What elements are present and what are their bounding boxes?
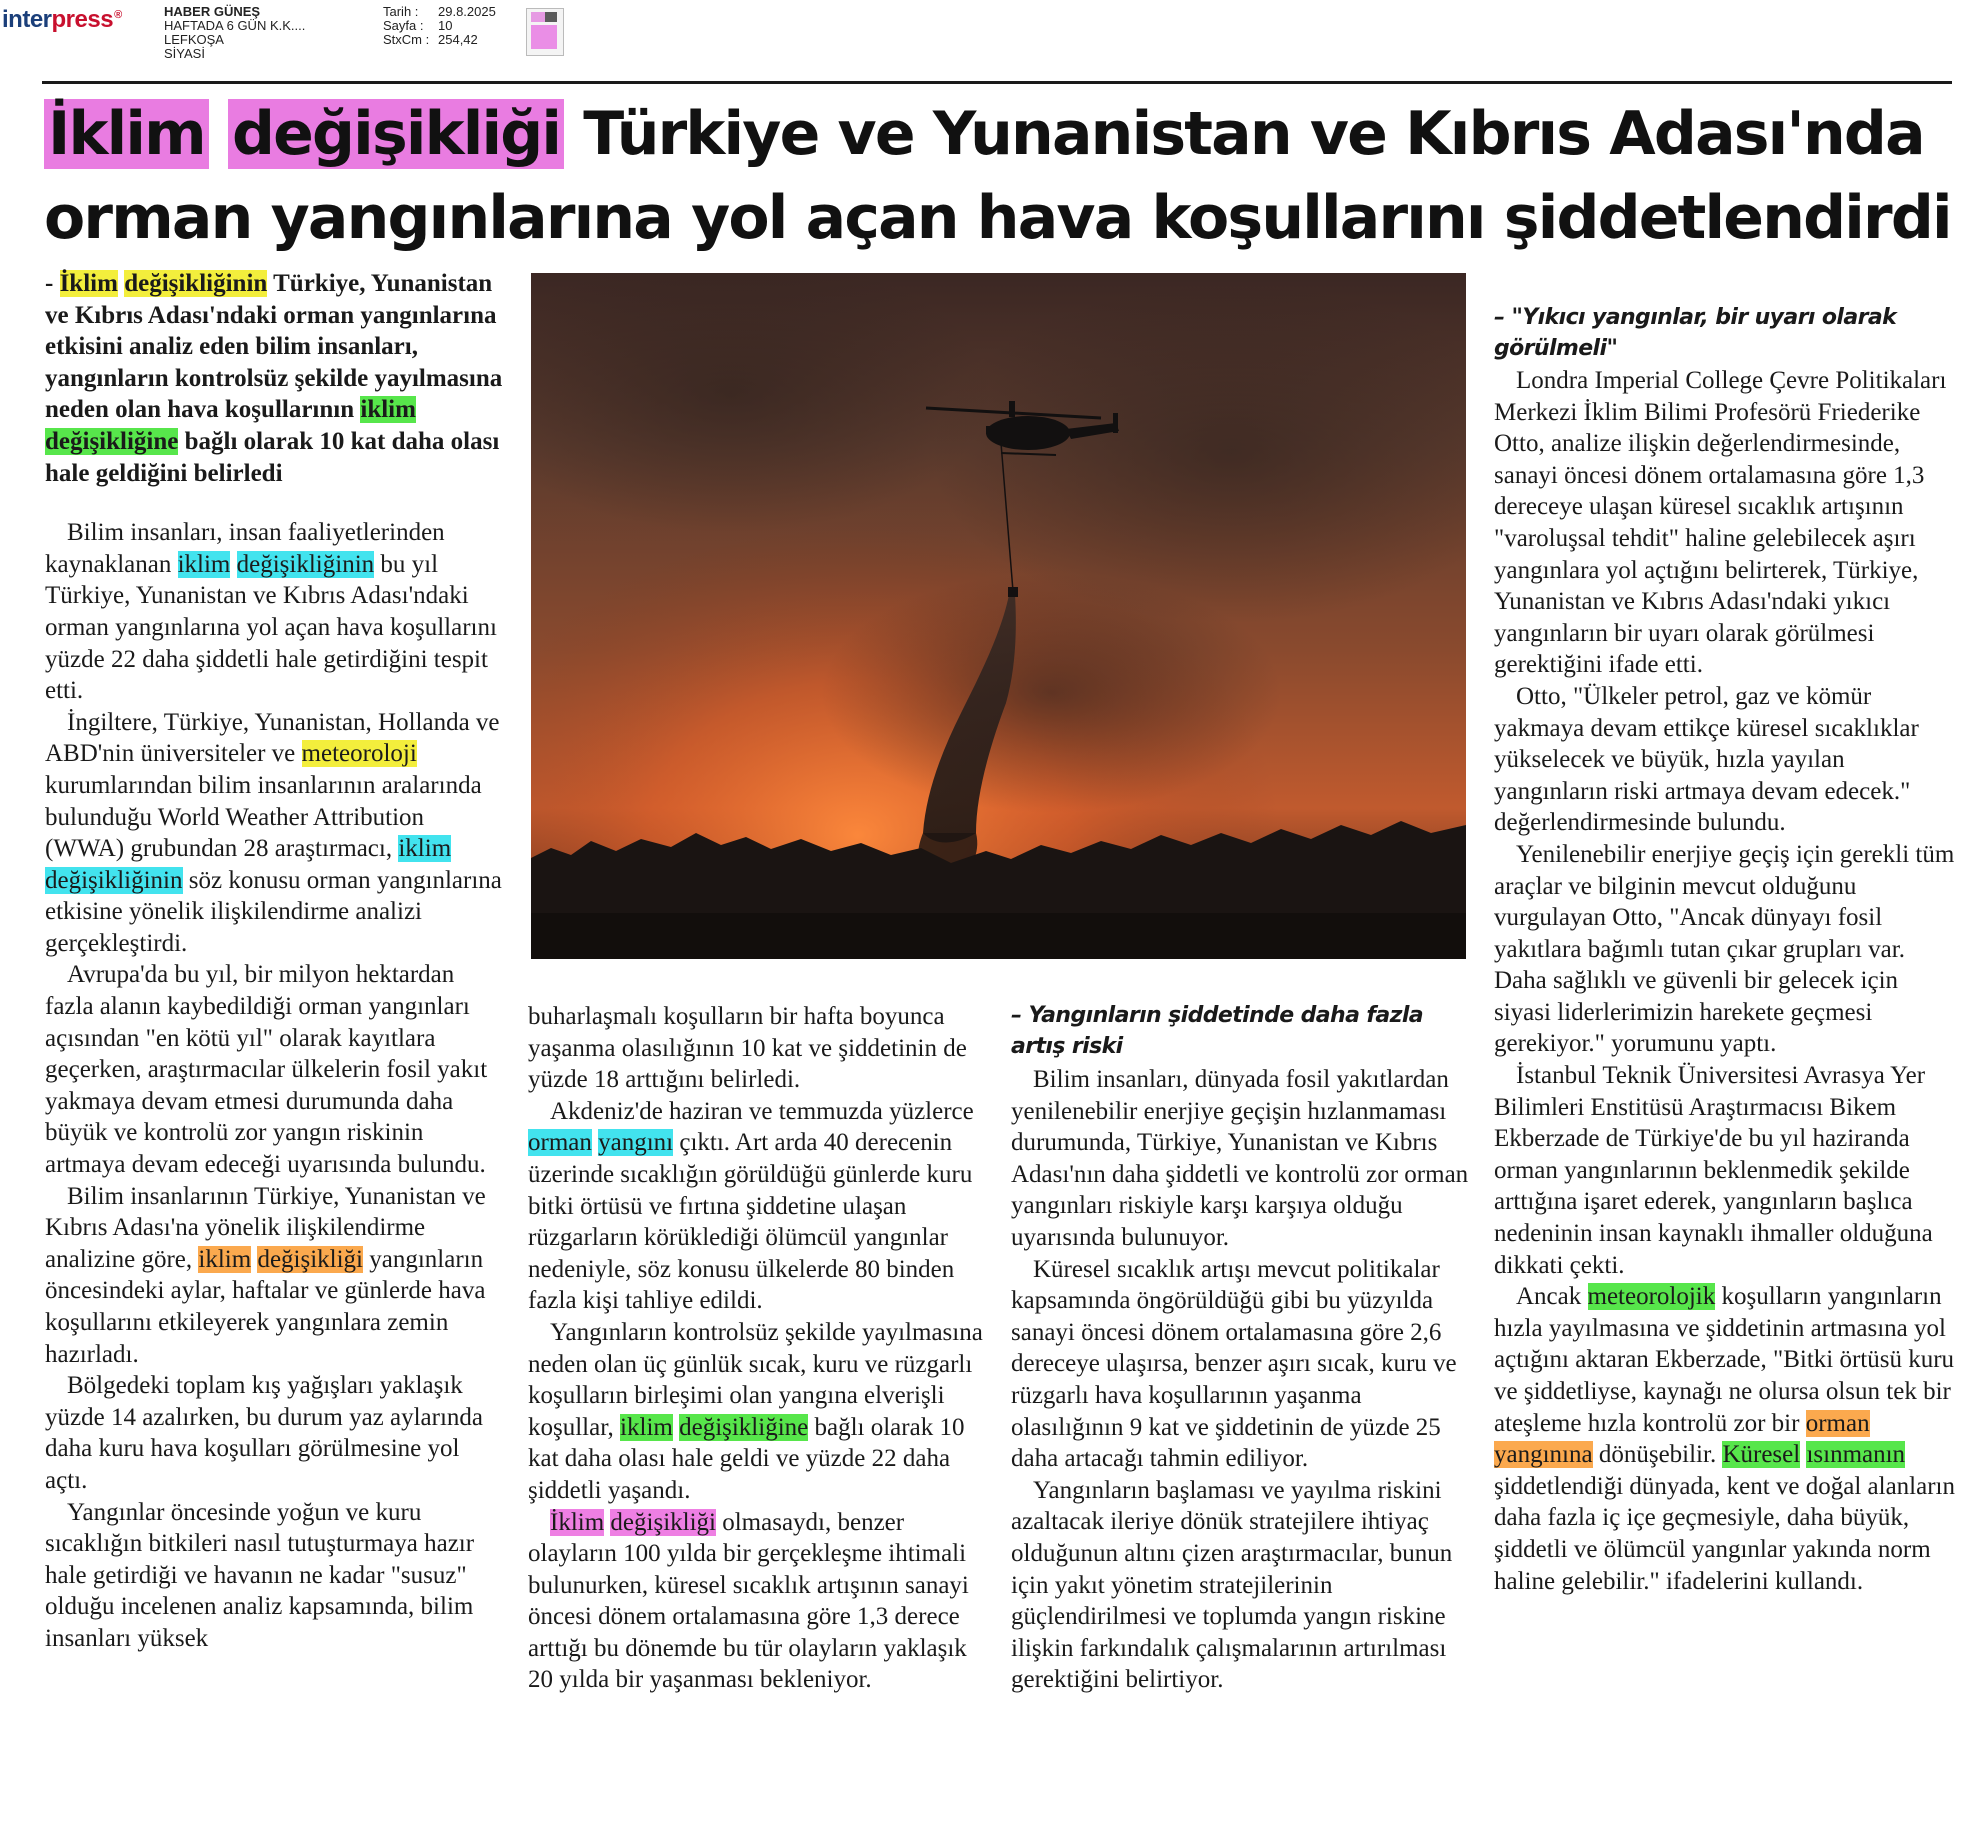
publication-city: LEFKOŞA xyxy=(164,32,224,47)
photo-bucket xyxy=(1008,587,1018,597)
col2-paragraph-1: buharlaşmalı koşulların bir hafta boyunca yaşanma olasılığının 10 kat ve şiddetinin de yüzde 18 arttığını belirledi. xyxy=(528,1003,967,1094)
article-column-1 xyxy=(45,268,507,1655)
col2-p2-highlight-2: yangını xyxy=(598,1129,674,1157)
photo-ground xyxy=(531,913,1466,959)
col1-p1-highlight-2: değişikliğinin xyxy=(236,550,375,578)
headline-highlight-1: İklim xyxy=(44,99,209,169)
lead-highlight-1: İklim xyxy=(59,270,118,297)
col1-p4-text-b: yangınların öncesindeki aylar, haftalar ve günlerde hava koşullarını etkileyerek yangınlara zemin hazırladı. xyxy=(45,1245,486,1368)
page-thumbnail xyxy=(526,8,564,56)
col3-subhead: – Yangınların şiddetinde daha fazla artış riski xyxy=(1011,1003,1424,1059)
col1-paragraph-3: Avrupa'da bu yıl, bir milyon hektardan fazla alanın kaybedildiği orman yangınları açısından "en kötü yıl" olarak kayıtlara geçerken, araştırmacılar ülkelerin fosil yakıt yakmaya devam etmesi durumunda daha büyük ve kontrolü zor yangın riskinin artmaya devam edeceği uyarısında bulundu. xyxy=(45,961,488,1179)
col1-p2-text-a: İngiltere, Türkiye, Yunanistan, Hollanda ve ABD'nin üniversiteler ve xyxy=(45,708,500,768)
col4-p5-text-b: koşulların yangınların hızla yayılmasına ve şiddetinin artmasına yol açtığını aktaran Ekberzade, "Bitki örtüsü kuru ve şiddetliyse, kaynağı ne olursa olsun tek bir ateşleme hızla kontrolü zor bir xyxy=(1494,1283,1955,1437)
col4-p5-highlight-5: ısınmanın xyxy=(1806,1441,1906,1469)
col1-p2-text-c: söz konusu orman yangınlarına etkisine yönelik ilişkilendirme analizi gerçekleştirdi. xyxy=(45,866,502,957)
col1-p4-highlight-1: iklim xyxy=(198,1245,252,1273)
col1-p4-highlight-2: değişikliği xyxy=(257,1245,364,1273)
col4-paragraph-4: İstanbul Teknik Üniversitesi Avrasya Yer Bilimleri Enstitüsü Araştırmacısı Bikem Ekberzade de Türkiye'de bu yıl haziranda orman yangınlarının beklenmedik şekilde arttığına işaret ederek, yangınların başlıca nedeninin insan kaynaklı ihmaller olduğuna dikkati çekti. xyxy=(1494,1062,1933,1279)
lead-dash: - xyxy=(45,270,60,297)
lead-text-1: Türkiye, Yunanistan ve Kıbrıs Adası'ndaki orman yangınlarına etkisini analiz eden bilim insanları, yangınların kontrolsüz şekilde yayılmasına neden olan hava koşullarının xyxy=(45,270,503,424)
logo-registered-mark: ® xyxy=(114,9,122,21)
lead-text-2: bağlı olarak 10 kat daha olası hale geldiğini belirledi xyxy=(45,427,500,487)
lead-paragraph xyxy=(45,268,507,489)
col2-paragraph-2 xyxy=(528,1096,983,1317)
lead-highlight-2: değişikliğinin xyxy=(124,270,268,297)
photo-illustration xyxy=(531,273,1466,959)
photo-smoke-3 xyxy=(821,573,1281,813)
col2-p4-highlight-1: İklim xyxy=(550,1508,605,1536)
col2-p3-highlight-1: iklim xyxy=(620,1413,673,1441)
stxcm-label: StxCm : xyxy=(383,32,430,47)
col2-paragraph-3 xyxy=(528,1317,983,1507)
headline-line2: orman yangınlarına yol açan hava koşullarını şiddetlendirdi xyxy=(44,183,1951,253)
col3-paragraph-1: Bilim insanları, dünyada fosil yakıtlardan yenilenebilir enerjiye geçişin hızlanmaması durumunda, Türkiye, Yunanistan ve Kıbrıs Adası'nın daha şiddetli ve kontrolü zor orman yangınları riskiyle karşı karşıya olduğu uyarısında bulunuyor. xyxy=(1011,1066,1469,1251)
date-label: Tarih : xyxy=(383,4,419,19)
thumb-block-2 xyxy=(545,12,557,22)
page-label: Sayfa : xyxy=(383,18,424,33)
interpress-logo xyxy=(2,6,122,34)
col2-p2-text-a: Akdeniz'de haziran ve temmuzda yüzlerce xyxy=(550,1097,974,1125)
article-column-4 xyxy=(1494,365,1960,1597)
publication-frequency: HAFTADA 6 GÜN K.K.... xyxy=(164,18,306,33)
logo-text-press: press xyxy=(51,6,114,33)
col1-p4-text-a: Bilim insanlarının Türkiye, Yunanistan ve Kıbrıs Adası'na yönelik ilişkilendirme analizine göre, xyxy=(45,1182,486,1273)
col4-paragraph-3: Yenilenebilir enerjiye geçiş için gerekli tüm araçlar ve bilginin mevcut olduğunu vurgulayan Otto, "Ancak dünyayı fosil yakıtlara bağımlı tutan çıkar grupları var. Daha sağlıklı ve güvenli bir gelecek için siyasi liderlerimizin harekete geçmesi gerekiyor." yorumunu yaptı. xyxy=(1494,840,1955,1058)
lead-highlight-3: iklim xyxy=(360,396,416,424)
col4-subhead: – "Yıkıcı yangınlar, bir uyarı olarak görülmeli" xyxy=(1494,305,1897,361)
clip-publication-info xyxy=(164,5,305,61)
page-value: 10 xyxy=(438,18,453,33)
col2-p4-highlight-2: değişikliği xyxy=(610,1508,716,1536)
header-rule xyxy=(42,81,1952,84)
thumb-block-1 xyxy=(531,12,545,22)
col1-paragraph-4 xyxy=(45,1181,507,1371)
col2-p4-text-b: olmasaydı, benzer olayların 100 yılda bir gerçekleşme ihtimali bulunurken, küresel sıcaklık artışının sanayi öncesi dönem ortalamasına göre 1,3 derece arttığı bu dönemde bu tür olayların yaklaşık 20 yılda bir yaşanması bekleniyor. xyxy=(528,1508,969,1694)
col4-paragraph-5 xyxy=(1494,1281,1960,1597)
col3-paragraph-2: Küresel sıcaklık artışı mevcut politikalar kapsamında öngörüldüğü gibi bu yüzyılda sanayi öncesi dönem ortalamasına göre 2,6 dereceye ulaşırsa, benzer aşırı sıcak, kuru ve rüzgarlı hava koşullarının yaşanma olasılığının 9 kat ve şiddetinin de yüzde 25 daha artacağı tahmin ediliyor. xyxy=(1011,1255,1457,1473)
col2-paragraph-4 xyxy=(528,1507,983,1697)
col1-p2-highlight-2: iklim xyxy=(398,835,452,863)
col4-p5-text-a: Ancak xyxy=(1516,1283,1588,1311)
publication-name: HABER GÜNEŞ xyxy=(164,4,261,19)
col1-paragraph-1 xyxy=(45,517,507,707)
stxcm-row xyxy=(383,33,496,47)
clip-metrics xyxy=(383,5,496,47)
col1-p1-highlight-1: iklim xyxy=(177,550,231,578)
col4-paragraph-2: Otto, "Ülkeler petrol, gaz ve kömür yakmaya devam ettikçe küresel sıcaklıklar yükselecek ve büyük, hızla yayılan yangınların riski artmaya devam edecek." değerlendirmesinde bulundu. xyxy=(1494,682,1919,837)
col4-p5-text-d: şiddetlendiği dünyada, kent ve doğal alanların daha fazla iç içe geçmesiyle, daha büyük, şiddetli ve ölümcül yangınlar yakında norm haline gelebilir." ifadelerini kullandı. xyxy=(1494,1472,1955,1595)
col2-p3-highlight-2: değişikliğine xyxy=(679,1413,809,1441)
col4-p5-highlight-2: orman xyxy=(1805,1409,1870,1437)
logo-text-inter: inter xyxy=(2,6,52,33)
article-column-2 xyxy=(528,1001,983,1696)
col1-paragraph-6: Yangınlar öncesinde yoğun ve kuru sıcaklığın bitkileri nasıl tutuşturmaya hazır hale getirdiği ve havanın ne kadar "susuz" olduğu incelenen analiz kapsamında, bilim insanları yüksek xyxy=(45,1498,475,1652)
col2-p2-highlight-1: orman xyxy=(528,1129,592,1157)
col4-p5-highlight-4: Küresel xyxy=(1722,1441,1801,1469)
col1-p1-text-a: Bilim insanları, insan faaliyetlerinden kaynaklanan xyxy=(45,519,445,578)
wildfire-helicopter-photo xyxy=(531,273,1466,959)
col1-p2-highlight-3: değişikliğinin xyxy=(45,866,183,894)
article-column-3 xyxy=(1011,1064,1476,1696)
stxcm-value: 254,42 xyxy=(438,32,478,47)
headline-line1-rest: Türkiye ve Yunanistan ve Kıbrıs Adası'nda xyxy=(564,99,1924,169)
col1-paragraph-5: Bölgedeki toplam kış yağışları yaklaşık yüzde 14 azalırken, bu durum yaz aylarında daha kuru hava koşulları görülmesine yol açtı. xyxy=(45,1372,484,1494)
date-value: 29.8.2025 xyxy=(438,4,496,19)
col2-p2-text-b: çıktı. Art arda 40 derecenin üzerinde sıcaklığın görüldüğü günlerde kuru bitki örtüsü ve fırtına şiddetine ulaşan rüzgarların körüklediği ölümcül yangınlar nedeniyle, söz konusu ülkelerde 80 binden fazla kişi tahliye edildi. xyxy=(528,1129,973,1315)
thumb-block-3 xyxy=(531,25,557,49)
col1-p1-text-b: bu yıl Türkiye, Yunanistan ve Kıbrıs Adası'ndaki orman yangınlarına yol açan hava koşullarını yüzde 22 daha şiddetli hale getirdiğini tespit etti. xyxy=(45,550,497,705)
col3-paragraph-3: Yangınların başlaması ve yayılma riskini azaltacak ileriye dönük stratejilere ihtiyaç olduğunun altını çizen araştırmacılar, bunun için yakıt yönetim stratejilerinin güçlendirilmesi ve toplumda yangın riskine ilişkin farkındalık çalışmalarının artırılması gerektiğini belirtiyor. xyxy=(1011,1476,1453,1694)
col2-p3-text-b: bağlı olarak 10 kat daha olası hale geldi ve yüzde 22 daha şiddetli yaşandı. xyxy=(528,1413,965,1504)
col1-paragraph-2 xyxy=(45,707,507,960)
page-row xyxy=(383,19,496,33)
publication-section: SİYASİ xyxy=(164,46,205,61)
col1-p2-text-b: kurumlarından bilim insanlarının aralarında bulunduğu World Weather Attribution (WWA) grubundan 28 araştırmacı, xyxy=(45,771,482,863)
col4-p5-highlight-3: yangınına xyxy=(1494,1441,1593,1469)
date-row xyxy=(383,5,496,19)
lead-highlight-4: değişikliğine xyxy=(45,427,179,455)
col4-p5-text-c: dönüşebilir. xyxy=(1592,1441,1723,1469)
col4-paragraph-1: Londra Imperial College Çevre Politikaları Merkezi İklim Bilimi Profesörü Friederike Otto, analize ilişkin değerlendirmesinde, sanayi öncesi dönem ortalamasına göre 1,3 dereceye ulaşan küresel sıcaklık artışının "varoluşsal tehdit" haline gelebilecek aşırı yangınlara yol açtığını belirterek, Türkiye, Yunanistan ve Kıbrıs Adası'ndaki yıkıcı yangınların bir uyarı olarak görülmesi gerektiğini ifade etti. xyxy=(1494,367,1947,679)
headline-highlight-2: değişikliği xyxy=(228,99,564,169)
article-headline xyxy=(44,92,1964,260)
col4-p5-highlight-1: meteorolojik xyxy=(1587,1283,1716,1311)
col1-p2-highlight-1: meteoroloji xyxy=(301,740,417,768)
col2-p3-text-a: Yangınların kontrolsüz şekilde yayılmasına neden olan üç günlük sıcak, kuru ve rüzgarlı koşulların birleşimi olan yangına elverişli koşullar, xyxy=(528,1318,983,1441)
